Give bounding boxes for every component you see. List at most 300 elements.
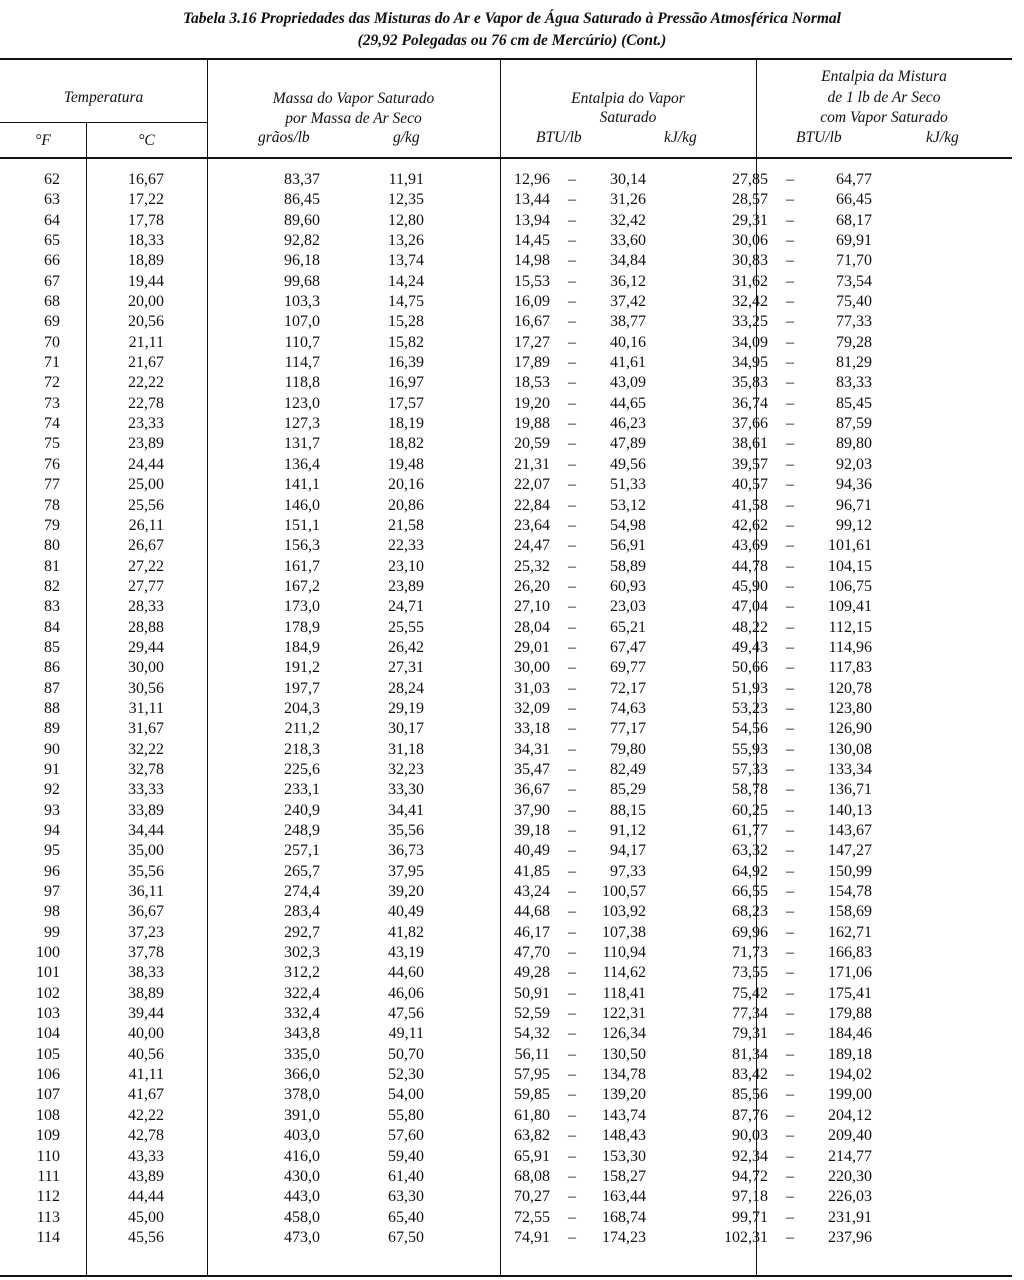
cell-dash: – <box>786 781 794 799</box>
cell-massa-g-kg: 39,20 <box>388 883 424 901</box>
cell-massa-graos-lb: 141,1 <box>284 476 320 494</box>
cell-massa-graos-lb: 335,0 <box>284 1045 320 1063</box>
cell-entalpia-mistura-kj: 120,78 <box>828 679 872 697</box>
spacer-cell <box>872 1085 1024 1105</box>
cell-dash: – <box>568 191 576 209</box>
table-row <box>0 821 1024 841</box>
cell-temp-f: 80 <box>44 537 60 555</box>
cell-entalpia-vapor-kj: 37,42 <box>610 293 646 311</box>
table-row <box>0 1045 1024 1065</box>
spacer-cell <box>872 1065 1024 1085</box>
cell-dash: – <box>786 638 794 656</box>
cell-massa-graos-lb: 265,7 <box>284 862 320 880</box>
cell-entalpia-vapor-btu: 20,59 <box>514 435 550 453</box>
cell-entalpia-mistura-kj: 81,29 <box>836 354 872 372</box>
cell-entalpia-mistura-kj: 109,41 <box>828 598 872 616</box>
cell-entalpia-mistura-kj: 83,33 <box>836 374 872 392</box>
cell-temp-f: 83 <box>44 598 60 616</box>
cell-massa-g-kg: 15,82 <box>388 333 424 351</box>
table-row <box>0 536 1024 556</box>
cell-massa-graos-lb: 443,0 <box>284 1188 320 1206</box>
cell-massa-graos-lb: 312,2 <box>284 964 320 982</box>
table-row <box>0 760 1024 780</box>
cell-massa-graos-lb: 92,82 <box>284 232 320 250</box>
cell-entalpia-mistura-btu: 48,22 <box>732 618 768 636</box>
cell-massa-g-kg: 41,82 <box>388 923 424 941</box>
spacer-cell <box>872 597 1024 617</box>
cell-temp-f: 88 <box>44 699 60 717</box>
cell-massa-graos-lb: 302,3 <box>284 944 320 962</box>
cell-massa-graos-lb: 204,3 <box>284 699 320 717</box>
spacer-cell <box>872 557 1024 577</box>
cell-dash: – <box>786 293 794 311</box>
top-rule <box>0 58 1012 60</box>
cell-massa-g-kg: 32,23 <box>388 760 424 778</box>
cell-entalpia-mistura-kj: 220,30 <box>828 1167 872 1185</box>
cell-entalpia-mistura-btu: 64,92 <box>732 862 768 880</box>
cell-entalpia-vapor-btu: 47,70 <box>514 944 550 962</box>
cell-entalpia-vapor-btu: 14,98 <box>514 252 550 270</box>
cell-entalpia-vapor-kj: 51,33 <box>610 476 646 494</box>
cell-entalpia-vapor-kj: 72,17 <box>610 679 646 697</box>
table-row <box>0 699 1024 719</box>
cell-temp-f: 63 <box>44 191 60 209</box>
cell-dash: – <box>786 232 794 250</box>
cell-entalpia-mistura-kj: 194,02 <box>828 1066 872 1084</box>
cell-massa-graos-lb: 197,7 <box>284 679 320 697</box>
cell-massa-g-kg: 21,58 <box>388 516 424 534</box>
cell-massa-graos-lb: 86,45 <box>284 191 320 209</box>
cell-massa-g-kg: 49,11 <box>388 1025 424 1043</box>
cell-entalpia-vapor-btu: 44,68 <box>514 903 550 921</box>
cell-entalpia-mistura-btu: 35,83 <box>732 374 768 392</box>
cell-entalpia-mistura-kj: 136,71 <box>828 781 872 799</box>
cell-entalpia-vapor-kj: 67,47 <box>610 638 646 656</box>
cell-dash: – <box>786 537 794 555</box>
cell-temp-f: 102 <box>36 984 60 1002</box>
spacer-cell <box>872 434 1024 454</box>
cell-entalpia-mistura-btu: 28,57 <box>732 191 768 209</box>
cell-temp-f: 99 <box>44 923 60 941</box>
cell-temp-f: 104 <box>36 1025 60 1043</box>
cell-massa-graos-lb: 178,9 <box>284 618 320 636</box>
cell-massa-g-kg: 30,17 <box>388 720 424 738</box>
cell-dash: – <box>568 333 576 351</box>
cell-entalpia-mistura-kj: 117,83 <box>828 659 872 677</box>
header-massa-line1: Massa do Vapor Saturado <box>272 90 435 107</box>
spacer-cell <box>872 353 1024 373</box>
cell-massa-graos-lb: 191,2 <box>284 659 320 677</box>
cell-temp-c: 27,22 <box>128 557 164 575</box>
cell-entalpia-vapor-btu: 57,95 <box>514 1066 550 1084</box>
cell-entalpia-vapor-btu: 41,85 <box>514 862 550 880</box>
cell-entalpia-vapor-btu: 23,64 <box>514 516 550 534</box>
cell-entalpia-vapor-btu: 19,88 <box>514 415 550 433</box>
spacer-cell <box>872 943 1024 963</box>
cell-temp-c: 31,11 <box>128 699 164 717</box>
cell-entalpia-vapor-kj: 53,12 <box>610 496 646 514</box>
cell-dash: – <box>786 1066 794 1084</box>
cell-entalpia-mistura-btu: 51,93 <box>732 679 768 697</box>
spacer-cell <box>872 516 1024 536</box>
cell-entalpia-mistura-kj: 68,17 <box>836 211 872 229</box>
cell-dash: – <box>786 1228 794 1246</box>
cell-massa-g-kg: 34,41 <box>388 801 424 819</box>
cell-entalpia-mistura-btu: 99,71 <box>732 1208 768 1226</box>
cell-temp-c: 22,22 <box>128 374 164 392</box>
cell-massa-graos-lb: 343,8 <box>284 1025 320 1043</box>
cell-temp-c: 23,33 <box>128 415 164 433</box>
cell-entalpia-vapor-kj: 163,44 <box>602 1188 646 1206</box>
cell-dash: – <box>568 455 576 473</box>
bottom-rule <box>0 1275 1012 1277</box>
spacer-cell <box>872 740 1024 760</box>
cell-temp-f: 67 <box>44 272 60 290</box>
cell-entalpia-vapor-btu: 39,18 <box>514 822 550 839</box>
cell-massa-g-kg: 14,75 <box>388 293 424 311</box>
cell-entalpia-vapor-kj: 34,84 <box>610 252 646 270</box>
cell-temp-c: 19,44 <box>128 272 164 290</box>
cell-temp-f: 90 <box>44 740 60 758</box>
cell-massa-graos-lb: 257,1 <box>284 842 320 860</box>
spacer-cell <box>872 862 1024 882</box>
table-row <box>0 841 1024 861</box>
table-row <box>0 1167 1024 1187</box>
spacer-cell <box>872 536 1024 556</box>
cell-dash: – <box>568 842 576 860</box>
cell-temp-c: 23,89 <box>128 435 164 453</box>
cell-massa-graos-lb: 225,6 <box>284 760 320 778</box>
cell-entalpia-mistura-btu: 34,09 <box>732 333 768 351</box>
cell-entalpia-mistura-kj: 143,67 <box>828 822 872 839</box>
cell-entalpia-vapor-btu: 43,24 <box>514 883 550 901</box>
cell-entalpia-mistura-btu: 37,66 <box>732 415 768 433</box>
cell-entalpia-vapor-btu: 74,91 <box>514 1228 550 1246</box>
table-body <box>0 170 1024 1248</box>
cell-dash: – <box>568 740 576 758</box>
cell-entalpia-vapor-btu: 13,94 <box>514 211 550 229</box>
cell-temp-c: 22,78 <box>128 394 164 412</box>
cell-dash: – <box>568 171 576 188</box>
cell-entalpia-mistura-btu: 63,32 <box>732 842 768 860</box>
cell-temp-f: 110 <box>36 1147 60 1165</box>
cell-temp-f: 86 <box>44 659 60 677</box>
cell-entalpia-mistura-btu: 81,34 <box>732 1045 768 1063</box>
cell-dash: – <box>786 1005 794 1023</box>
cell-entalpia-vapor-kj: 143,74 <box>602 1106 646 1124</box>
spacer-cell <box>872 292 1024 312</box>
cell-massa-graos-lb: 332,4 <box>284 1005 320 1023</box>
cell-entalpia-vapor-btu: 12,96 <box>514 171 550 188</box>
cell-entalpia-mistura-kj: 175,41 <box>828 984 872 1002</box>
cell-temp-c: 20,00 <box>128 293 164 311</box>
cell-temp-c: 42,22 <box>128 1106 164 1124</box>
spacer-cell <box>872 780 1024 800</box>
cell-temp-f: 70 <box>44 333 60 351</box>
cell-massa-graos-lb: 233,1 <box>284 781 320 799</box>
cell-temp-f: 79 <box>44 516 60 534</box>
cell-massa-g-kg: 13,74 <box>388 252 424 270</box>
cell-entalpia-mistura-kj: 77,33 <box>836 313 872 331</box>
cell-massa-graos-lb: 403,0 <box>284 1127 320 1145</box>
cell-massa-graos-lb: 283,4 <box>284 903 320 921</box>
cell-entalpia-vapor-btu: 15,53 <box>514 272 550 290</box>
cell-dash: – <box>568 272 576 290</box>
table-row <box>0 1004 1024 1024</box>
cell-entalpia-vapor-kj: 103,92 <box>602 903 646 921</box>
cell-dash: – <box>568 1228 576 1246</box>
cell-entalpia-vapor-kj: 122,31 <box>602 1005 646 1023</box>
cell-entalpia-mistura-btu: 30,83 <box>732 252 768 270</box>
cell-entalpia-mistura-kj: 150,99 <box>828 862 872 880</box>
cell-massa-graos-lb: 161,7 <box>284 557 320 575</box>
cell-entalpia-vapor-kj: 65,21 <box>610 618 646 636</box>
table-row <box>0 1187 1024 1207</box>
cell-dash: – <box>786 496 794 514</box>
cell-entalpia-vapor-btu: 35,47 <box>514 760 550 778</box>
cell-dash: – <box>786 944 794 962</box>
cell-entalpia-mistura-btu: 30,06 <box>732 232 768 250</box>
cell-entalpia-mistura-kj: 133,34 <box>828 760 872 778</box>
header-deg-c: °C <box>138 132 155 149</box>
cell-temp-c: 21,11 <box>128 333 164 351</box>
spacer-cell <box>872 1004 1024 1024</box>
cell-massa-graos-lb: 416,0 <box>284 1147 320 1165</box>
cell-entalpia-mistura-kj: 199,00 <box>828 1086 872 1104</box>
cell-dash: – <box>568 1045 576 1063</box>
cell-temp-f: 77 <box>44 476 60 494</box>
cell-temp-c: 25,56 <box>128 496 164 514</box>
spacer-cell <box>872 231 1024 251</box>
cell-entalpia-mistura-kj: 101,61 <box>828 537 872 555</box>
cell-temp-c: 18,33 <box>128 232 164 250</box>
cell-dash: – <box>786 618 794 636</box>
cell-entalpia-vapor-kj: 49,56 <box>610 455 646 473</box>
table-row <box>0 211 1024 231</box>
cell-entalpia-mistura-btu: 94,72 <box>732 1167 768 1185</box>
cell-massa-graos-lb: 156,3 <box>284 537 320 555</box>
spacer-cell <box>872 719 1024 739</box>
cell-massa-graos-lb: 110,7 <box>284 333 320 351</box>
cell-temp-c: 31,67 <box>128 720 164 738</box>
cell-temp-c: 26,11 <box>128 516 164 534</box>
cell-entalpia-mistura-btu: 45,90 <box>732 577 768 595</box>
cell-dash: – <box>786 598 794 616</box>
table-row <box>0 1126 1024 1146</box>
table-row <box>0 557 1024 577</box>
cell-massa-g-kg: 54,00 <box>388 1086 424 1104</box>
cell-massa-g-kg: 22,33 <box>388 537 424 555</box>
cell-massa-graos-lb: 274,4 <box>284 883 320 901</box>
cell-entalpia-mistura-btu: 31,62 <box>732 272 768 290</box>
cell-massa-g-kg: 23,10 <box>388 557 424 575</box>
cell-massa-graos-lb: 184,9 <box>284 638 320 656</box>
cell-dash: – <box>568 598 576 616</box>
cell-temp-c: 33,33 <box>128 781 164 799</box>
cell-massa-g-kg: 57,60 <box>388 1127 424 1145</box>
cell-entalpia-mistura-kj: 94,36 <box>836 476 872 494</box>
table-row <box>0 353 1024 373</box>
cell-entalpia-vapor-btu: 17,27 <box>514 333 550 351</box>
table-row <box>0 231 1024 251</box>
cell-massa-g-kg: 29,19 <box>388 699 424 717</box>
cell-entalpia-mistura-kj: 166,83 <box>828 944 872 962</box>
table-row <box>0 1147 1024 1167</box>
cell-dash: – <box>568 435 576 453</box>
cell-temp-c: 28,33 <box>128 598 164 616</box>
cell-temp-c: 36,67 <box>128 903 164 921</box>
cell-temp-c: 33,89 <box>128 801 164 819</box>
header-btu-lb-vapor: BTU/lb <box>536 129 582 146</box>
cell-temp-f: 92 <box>44 781 60 799</box>
spacer-cell <box>872 475 1024 495</box>
spacer-cell <box>872 760 1024 780</box>
cell-massa-g-kg: 16,97 <box>388 374 424 392</box>
cell-massa-graos-lb: 218,3 <box>284 740 320 758</box>
cell-entalpia-mistura-kj: 66,45 <box>836 191 872 209</box>
cell-dash: – <box>568 964 576 982</box>
cell-entalpia-vapor-kj: 110,94 <box>602 944 646 962</box>
cell-temp-c: 36,11 <box>128 883 164 901</box>
cell-entalpia-mistura-kj: 75,40 <box>836 293 872 311</box>
cell-dash: – <box>568 232 576 250</box>
spacer-cell <box>872 882 1024 902</box>
cell-dash: – <box>568 699 576 717</box>
cell-dash: – <box>786 740 794 758</box>
cell-temp-c: 41,67 <box>128 1086 164 1104</box>
table-row <box>0 638 1024 658</box>
cell-entalpia-mistura-btu: 47,04 <box>732 598 768 616</box>
cell-entalpia-mistura-btu: 66,55 <box>732 883 768 901</box>
cell-entalpia-mistura-kj: 123,80 <box>828 699 872 717</box>
temperature-subrule <box>0 122 208 123</box>
header-bottom-rule <box>0 157 1012 159</box>
cell-entalpia-vapor-kj: 32,42 <box>610 211 646 229</box>
cell-dash: – <box>568 313 576 331</box>
spacer-cell <box>872 984 1024 1004</box>
cell-entalpia-mistura-kj: 237,96 <box>828 1228 872 1246</box>
cell-dash: – <box>786 923 794 941</box>
cell-entalpia-mistura-kj: 158,69 <box>828 903 872 921</box>
cell-entalpia-vapor-kj: 31,26 <box>610 191 646 209</box>
cell-dash: – <box>786 964 794 982</box>
cell-entalpia-vapor-btu: 33,18 <box>514 720 550 738</box>
cell-entalpia-vapor-kj: 23,03 <box>610 598 646 616</box>
cell-dash: – <box>568 1005 576 1023</box>
cell-massa-graos-lb: 430,0 <box>284 1167 320 1185</box>
table-row <box>0 272 1024 292</box>
cell-temp-f: 107 <box>36 1086 60 1104</box>
cell-temp-c: 20,56 <box>128 313 164 331</box>
cell-dash: – <box>786 191 794 209</box>
cell-massa-g-kg: 23,89 <box>388 577 424 595</box>
cell-temp-f: 91 <box>44 760 60 778</box>
cell-massa-g-kg: 35,56 <box>388 822 424 839</box>
table-row <box>0 434 1024 454</box>
cell-entalpia-vapor-btu: 54,32 <box>514 1025 550 1043</box>
cell-temp-f: 101 <box>36 964 60 982</box>
cell-massa-graos-lb: 151,1 <box>284 516 320 534</box>
cell-massa-g-kg: 25,55 <box>388 618 424 636</box>
cell-entalpia-vapor-kj: 100,57 <box>602 883 646 901</box>
spacer-cell <box>872 801 1024 821</box>
cell-temp-c: 26,67 <box>128 537 164 555</box>
cell-massa-g-kg: 61,40 <box>388 1167 424 1185</box>
cell-massa-g-kg: 50,70 <box>388 1045 424 1063</box>
cell-dash: – <box>568 1066 576 1084</box>
cell-temp-f: 97 <box>44 883 60 901</box>
cell-massa-g-kg: 20,16 <box>388 476 424 494</box>
cell-massa-graos-lb: 99,68 <box>284 272 320 290</box>
cell-entalpia-vapor-kj: 79,80 <box>610 740 646 758</box>
spacer-cell <box>872 1228 1024 1248</box>
cell-entalpia-vapor-kj: 82,49 <box>610 760 646 778</box>
cell-temp-c: 45,00 <box>128 1208 164 1226</box>
cell-massa-graos-lb: 211,2 <box>284 720 320 738</box>
header-entalpia-vapor-line1: Entalpia do Vapor <box>571 90 685 107</box>
spacer-cell <box>872 618 1024 638</box>
cell-dash: – <box>786 333 794 351</box>
cell-entalpia-mistura-btu: 44,78 <box>732 557 768 575</box>
cell-dash: – <box>786 1106 794 1124</box>
table-row <box>0 984 1024 1004</box>
cell-temp-c: 38,33 <box>128 964 164 982</box>
cell-dash: – <box>568 1188 576 1206</box>
cell-entalpia-vapor-btu: 24,47 <box>514 537 550 555</box>
cell-entalpia-mistura-btu: 92,34 <box>732 1147 768 1165</box>
cell-entalpia-vapor-kj: 74,63 <box>610 699 646 717</box>
header-massa-line2: por Massa de Ar Seco <box>285 110 422 127</box>
cell-massa-g-kg: 19,48 <box>388 455 424 473</box>
cell-temp-f: 66 <box>44 252 60 270</box>
cell-dash: – <box>786 679 794 697</box>
cell-dash: – <box>786 883 794 901</box>
cell-entalpia-vapor-btu: 59,85 <box>514 1086 550 1104</box>
cell-massa-graos-lb: 118,8 <box>284 374 320 392</box>
cell-temp-f: 78 <box>44 496 60 514</box>
spacer-cell <box>872 1147 1024 1167</box>
cell-massa-g-kg: 52,30 <box>388 1066 424 1084</box>
cell-temp-f: 98 <box>44 903 60 921</box>
table-row <box>0 251 1024 271</box>
cell-entalpia-mistura-kj: 104,15 <box>828 557 872 575</box>
header-kj-kg-mistura: kJ/kg <box>926 129 959 146</box>
cell-entalpia-vapor-kj: 47,89 <box>610 435 646 453</box>
cell-massa-g-kg: 26,42 <box>388 638 424 656</box>
cell-temp-c: 29,44 <box>128 638 164 656</box>
cell-entalpia-mistura-kj: 106,75 <box>828 577 872 595</box>
cell-dash: – <box>568 659 576 677</box>
cell-entalpia-mistura-btu: 29,31 <box>732 211 768 229</box>
cell-massa-g-kg: 16,39 <box>388 354 424 372</box>
cell-massa-graos-lb: 240,9 <box>284 801 320 819</box>
cell-entalpia-mistura-kj: 147,27 <box>828 842 872 860</box>
cell-entalpia-vapor-kj: 134,78 <box>602 1066 646 1084</box>
cell-massa-g-kg: 17,57 <box>388 394 424 412</box>
cell-entalpia-vapor-kj: 97,33 <box>610 862 646 880</box>
cell-dash: – <box>786 822 794 839</box>
table-row <box>0 923 1024 943</box>
cell-massa-g-kg: 59,40 <box>388 1147 424 1165</box>
cell-dash: – <box>568 1127 576 1145</box>
cell-temp-c: 18,89 <box>128 252 164 270</box>
cell-dash: – <box>786 659 794 677</box>
cell-massa-g-kg: 43,19 <box>388 944 424 962</box>
spacer-cell <box>872 394 1024 414</box>
cell-dash: – <box>786 516 794 534</box>
table-row <box>0 475 1024 495</box>
cell-entalpia-vapor-btu: 56,11 <box>514 1045 550 1063</box>
